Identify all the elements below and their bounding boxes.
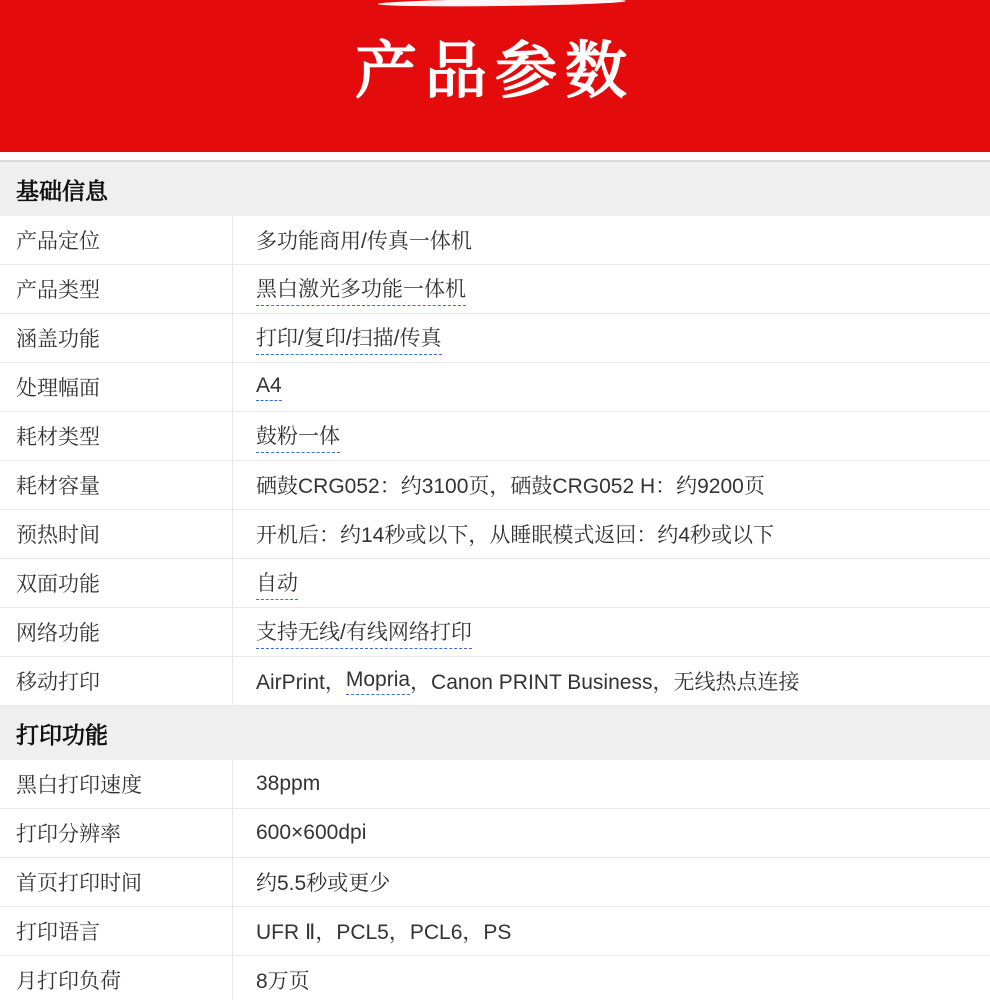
spec-value [233,907,990,955]
table-row [0,510,990,559]
banner [0,0,990,152]
section-header-bar [0,162,990,216]
spec-value [233,363,990,411]
spec-value-text: 硒鼓CRG052：约3100页，硒鼓CRG052 H：约9200页 [256,475,765,498]
spec-label: 月打印负荷 [0,956,233,1000]
spec-label: 处理幅面 [0,363,233,411]
table-row [0,809,990,858]
spec-label: 产品定位 [0,216,233,264]
page-title: 产品参数 [354,37,635,106]
spec-value-link[interactable]: 黑白激光多功能一体机 [256,273,466,306]
banner-gloss-curve [378,0,626,8]
spec-label: 耗材容量 [0,461,233,509]
spec-value [233,314,990,362]
spec-label: 预热时间 [0,510,233,558]
section-header-bar [0,706,990,760]
spec-value-text: 约5.5秒或更少 [256,872,391,895]
table-row [0,265,990,314]
spec-value-link[interactable]: Mopria [346,668,410,695]
spec-value [233,216,990,264]
table-row [0,559,990,608]
spec-value-text: 开机后：约14秒或以下，从睡眠模式返回：约4秒或以下 [256,524,775,547]
spec-value-text: AirPrint， [256,671,346,694]
spec-value [233,265,990,313]
spec-value [233,510,990,558]
spec-value-link[interactable]: 自动 [256,567,298,600]
spec-value-text: 多功能商用/传真一体机 [256,230,472,253]
spec-value-link[interactable]: 鼓粉一体 [256,420,340,453]
section-title: 打印功能 [16,721,108,748]
spec-value [233,559,990,607]
table-row [0,657,990,706]
spec-label: 首页打印时间 [0,858,233,906]
spec-label: 移动打印 [0,657,233,705]
spec-value [233,461,990,509]
spec-section [0,706,990,1000]
spec-value-link[interactable]: 支持无线/有线网络打印 [256,616,472,649]
table-row [0,216,990,265]
spec-label: 打印语言 [0,907,233,955]
spec-value [233,412,990,460]
section-title: 基础信息 [16,177,108,204]
spec-label: 双面功能 [0,559,233,607]
table-row [0,956,990,1000]
table-row [0,760,990,809]
spec-value-link[interactable]: 打印/复印/扫描/传真 [256,322,442,355]
spec-value [233,956,990,1000]
spec-value [233,760,990,808]
spec-value-text: 600×600dpi [256,821,367,844]
spec-table [0,216,990,706]
table-row [0,363,990,412]
table-row [0,858,990,907]
spec-label: 网络功能 [0,608,233,656]
table-row [0,461,990,510]
spec-value-text: 8万页 [256,970,310,993]
spec-label: 耗材类型 [0,412,233,460]
spec-value-link[interactable]: A4 [256,374,282,401]
table-row [0,412,990,461]
spec-label: 黑白打印速度 [0,760,233,808]
spec-label: 产品类型 [0,265,233,313]
table-row [0,907,990,956]
spec-value-text: UFR Ⅱ，PCL5，PCL6，PS [256,921,512,944]
spec-value-text: ，Canon PRINT Business，无线热点连接 [410,671,800,694]
spec-sections [0,162,990,1000]
spec-label: 涵盖功能 [0,314,233,362]
spec-value [233,809,990,857]
table-row [0,314,990,363]
spec-label: 打印分辨率 [0,809,233,857]
spec-section [0,162,990,706]
spec-value [233,858,990,906]
table-row [0,608,990,657]
spec-table [0,760,990,1000]
spec-value-text: 38ppm [256,772,321,795]
spec-value [233,608,990,656]
spec-value [233,657,990,705]
